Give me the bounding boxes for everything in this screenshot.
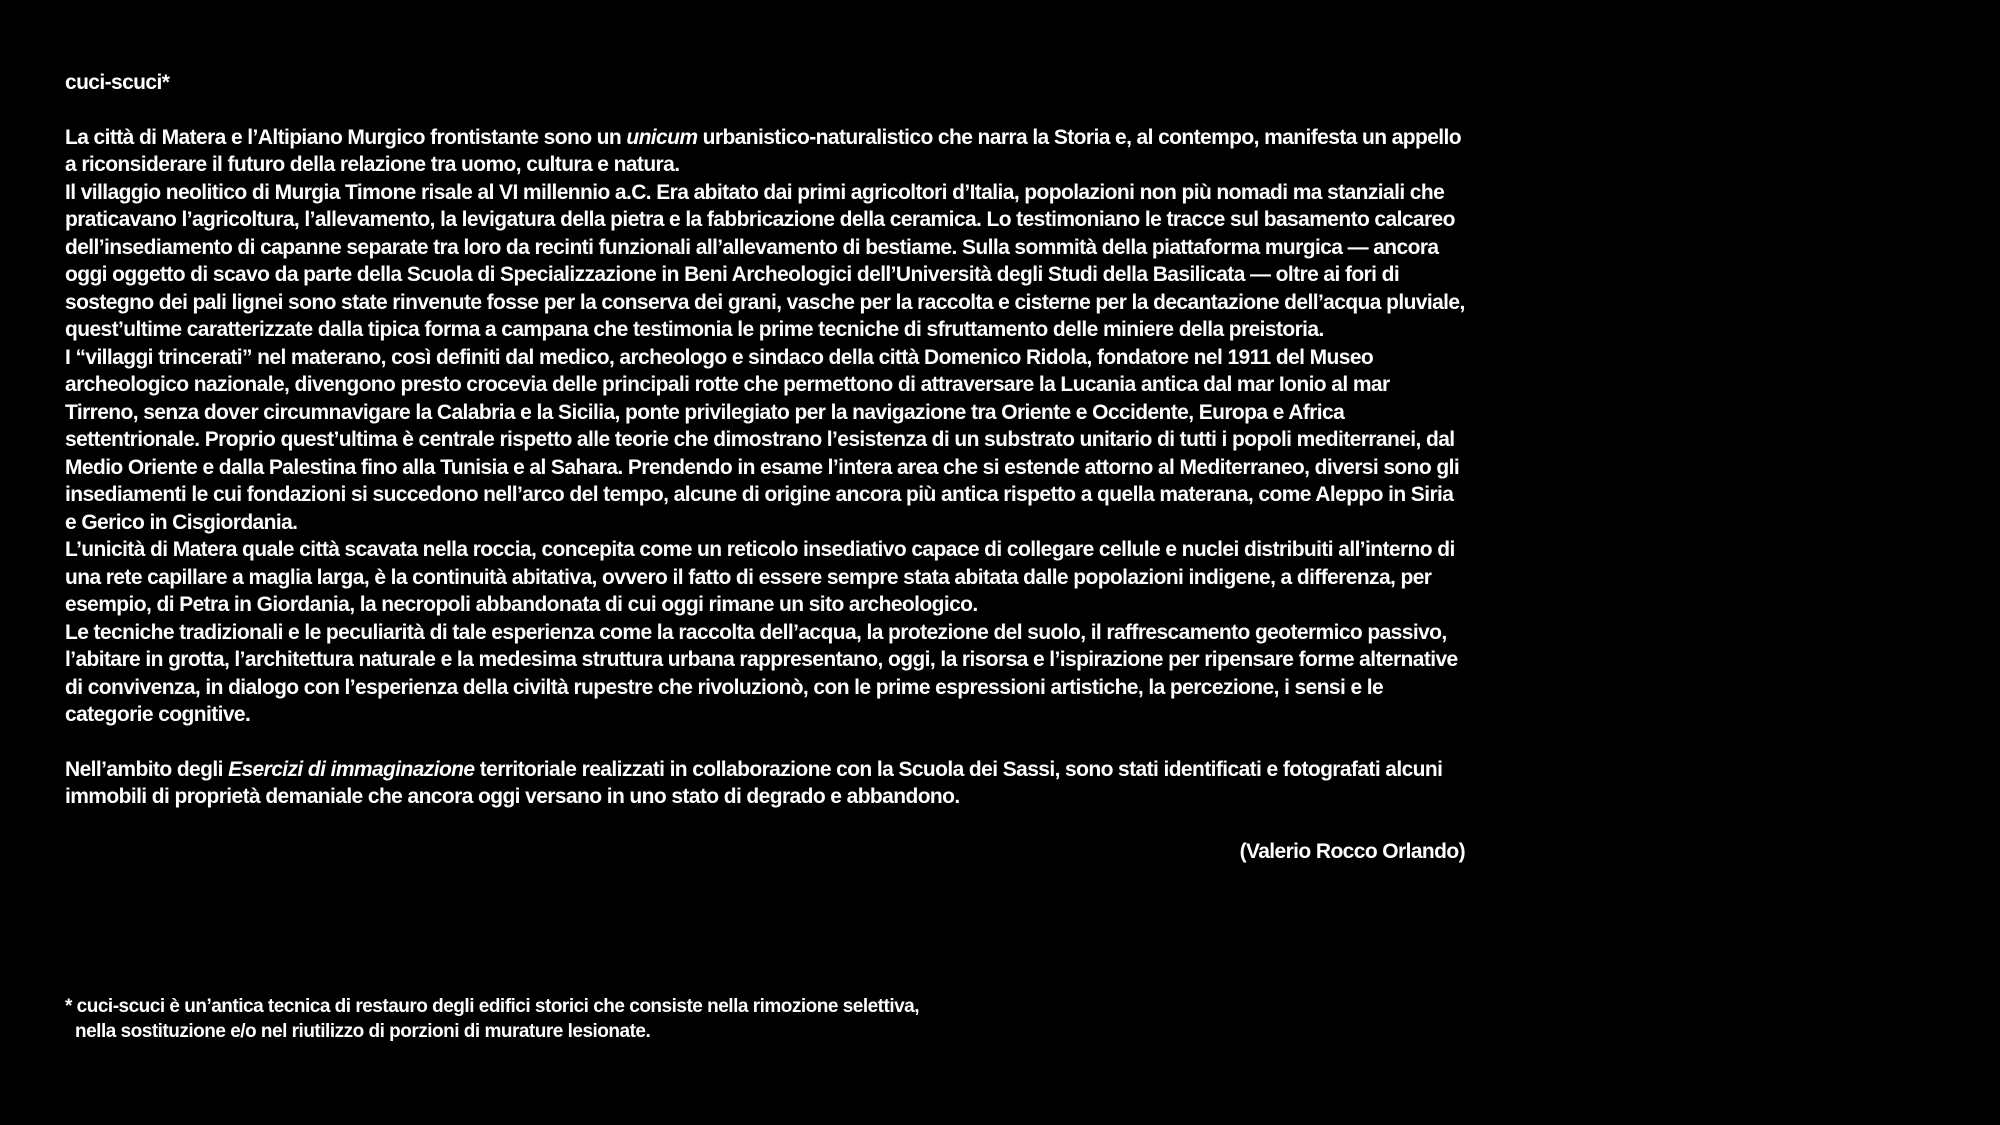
- paragraph-unicita-matera: L’unicità di Matera quale città scavata nella roccia, concepita come un reticolo insediativo capace di collegare cellule e nuclei distribuiti all’interno di una rete capillare a maglia larga, è la continuità abitativa, ovvero il fatto di essere sempre stata abitata dalle popolazioni indigene, a differenza, per esempio, di Petra in Giordania, la necropoli abbandonata di cui oggi rimane un sito archeologico.: [65, 538, 1455, 616]
- paragraph-esercizi: [65, 756, 1465, 811]
- paragraph-esercizi-before: Nell’ambito degli: [65, 757, 229, 781]
- paragraph-murgia-timone: Il villaggio neolitico di Murgia Timone risale al VI millennio a.C. Era abitato dai primi agricoltori d’Italia, popolazioni non più nomadi ma stanziali che praticavano l’agricoltura, l’allevamento, la levigatura della pietra e la fabbricazione della ceramica. Lo testimoniano le tracce sul basamento calcareo dell’insediamento di capanne separate tra loro da recinti funzionali all’allevamento di bestiame. Sulla sommità della piattaforma murgica — ancora oggi oggetto di scavo da parte della Scuola di Specializzazione in Beni Archeologici dell’Università degli Studi della Basilicata — oltre ai fori di sostegno dei pali lignei sono state rinvenute fosse per la conserva dei grani, vasche per la raccolta e cisterne per la decantazione dell’acqua pluviale, quest’ultime caratterizzate dalla tipica forma a campana che testimonia le prime tecniche di sfruttamento delle miniere della preistoria.: [65, 180, 1465, 341]
- footnote-line-2: nella sostituzione e/o nel riutilizzo di porzioni di murature lesionate.: [75, 1021, 651, 1042]
- paragraph-tecniche-tradizionali: Le tecniche tradizionali e le peculiarità di tale esperienza come la raccolta dell’acqua, la protezione del suolo, il raffrescamento geotermico passivo, l’abitare in grotta, l’architettura naturale e la medesima struttura urbana rappresentano, oggi, la risorsa e l’ispirazione per ripensare forme alternative di convivenza, in dialogo con l’esperienza della civiltà rupestre che rivoluzionò, con le prime espressioni artistiche, la percezione, i sensi e le categorie cognitive.: [65, 620, 1458, 726]
- paragraph-esercizi-after: territoriale realizzati in collaborazione con la Scuola dei Sassi, sono stati identificati e fotografati alcuni immobili di proprietà demaniale che ancora oggi versano in uno stato di degrado e abbandono.: [65, 757, 1443, 808]
- paragraph-villaggi-trincerati: I “villaggi trincerati” nel materano, così definiti dal medico, archeologo e sindaco della città Domenico Ridola, fondatore nel 1911 del Museo archeologico nazionale, divengono presto crocevia delle principali rotte che permettono di attraversare la Lucania antica dal mar Ionio al mar Tirreno, senza dover circumnavigare la Calabria e la Sicilia, ponte privilegiato per la navigazione tra Oriente e Occidente, Europa e Africa settentrionale. Proprio quest’ultima è centrale rispetto alle teorie che dimostrano l’esistenza di un substrato unitario di tutti i popoli mediterranei, dal Medio Oriente e dalla Palestina fino alla Tunisia e al Sahara. Prendendo in esame l’intera area che si estende attorno al Mediterraneo, diversi sono gli insediamenti le cui fondazioni si succedono nell’arco del tempo, alcune di origine ancora più antica rispetto a quella materana, come Aleppo in Siria e Gerico in Cisgiordania.: [65, 345, 1460, 534]
- emphasis-esercizi: Esercizi di immaginazione: [228, 757, 475, 781]
- paragraph-intro-before: La città di Matera e l’Altipiano Murgico frontistante sono un: [65, 125, 627, 149]
- paragraph-intro-after: urbanistico-naturalistico che narra la Storia e, al contempo, manifesta un appello a riconsiderare il futuro della relazione tra uomo, cultura e natura.: [65, 125, 1461, 176]
- footnote-line-1: * cuci-scuci è un’antica tecnica di restauro degli edifici storici che consiste nella rimozione selettiva,: [65, 996, 920, 1017]
- article: [65, 69, 1465, 886]
- author-signature: (Valerio Rocco Orlando): [1239, 839, 1465, 863]
- paragraph-intro: [65, 124, 1465, 179]
- footnote: [65, 994, 1265, 1044]
- emphasis-unicum: unicum: [626, 125, 698, 149]
- article-body: [65, 124, 1465, 729]
- article-title: cuci-scuci*: [65, 71, 170, 94]
